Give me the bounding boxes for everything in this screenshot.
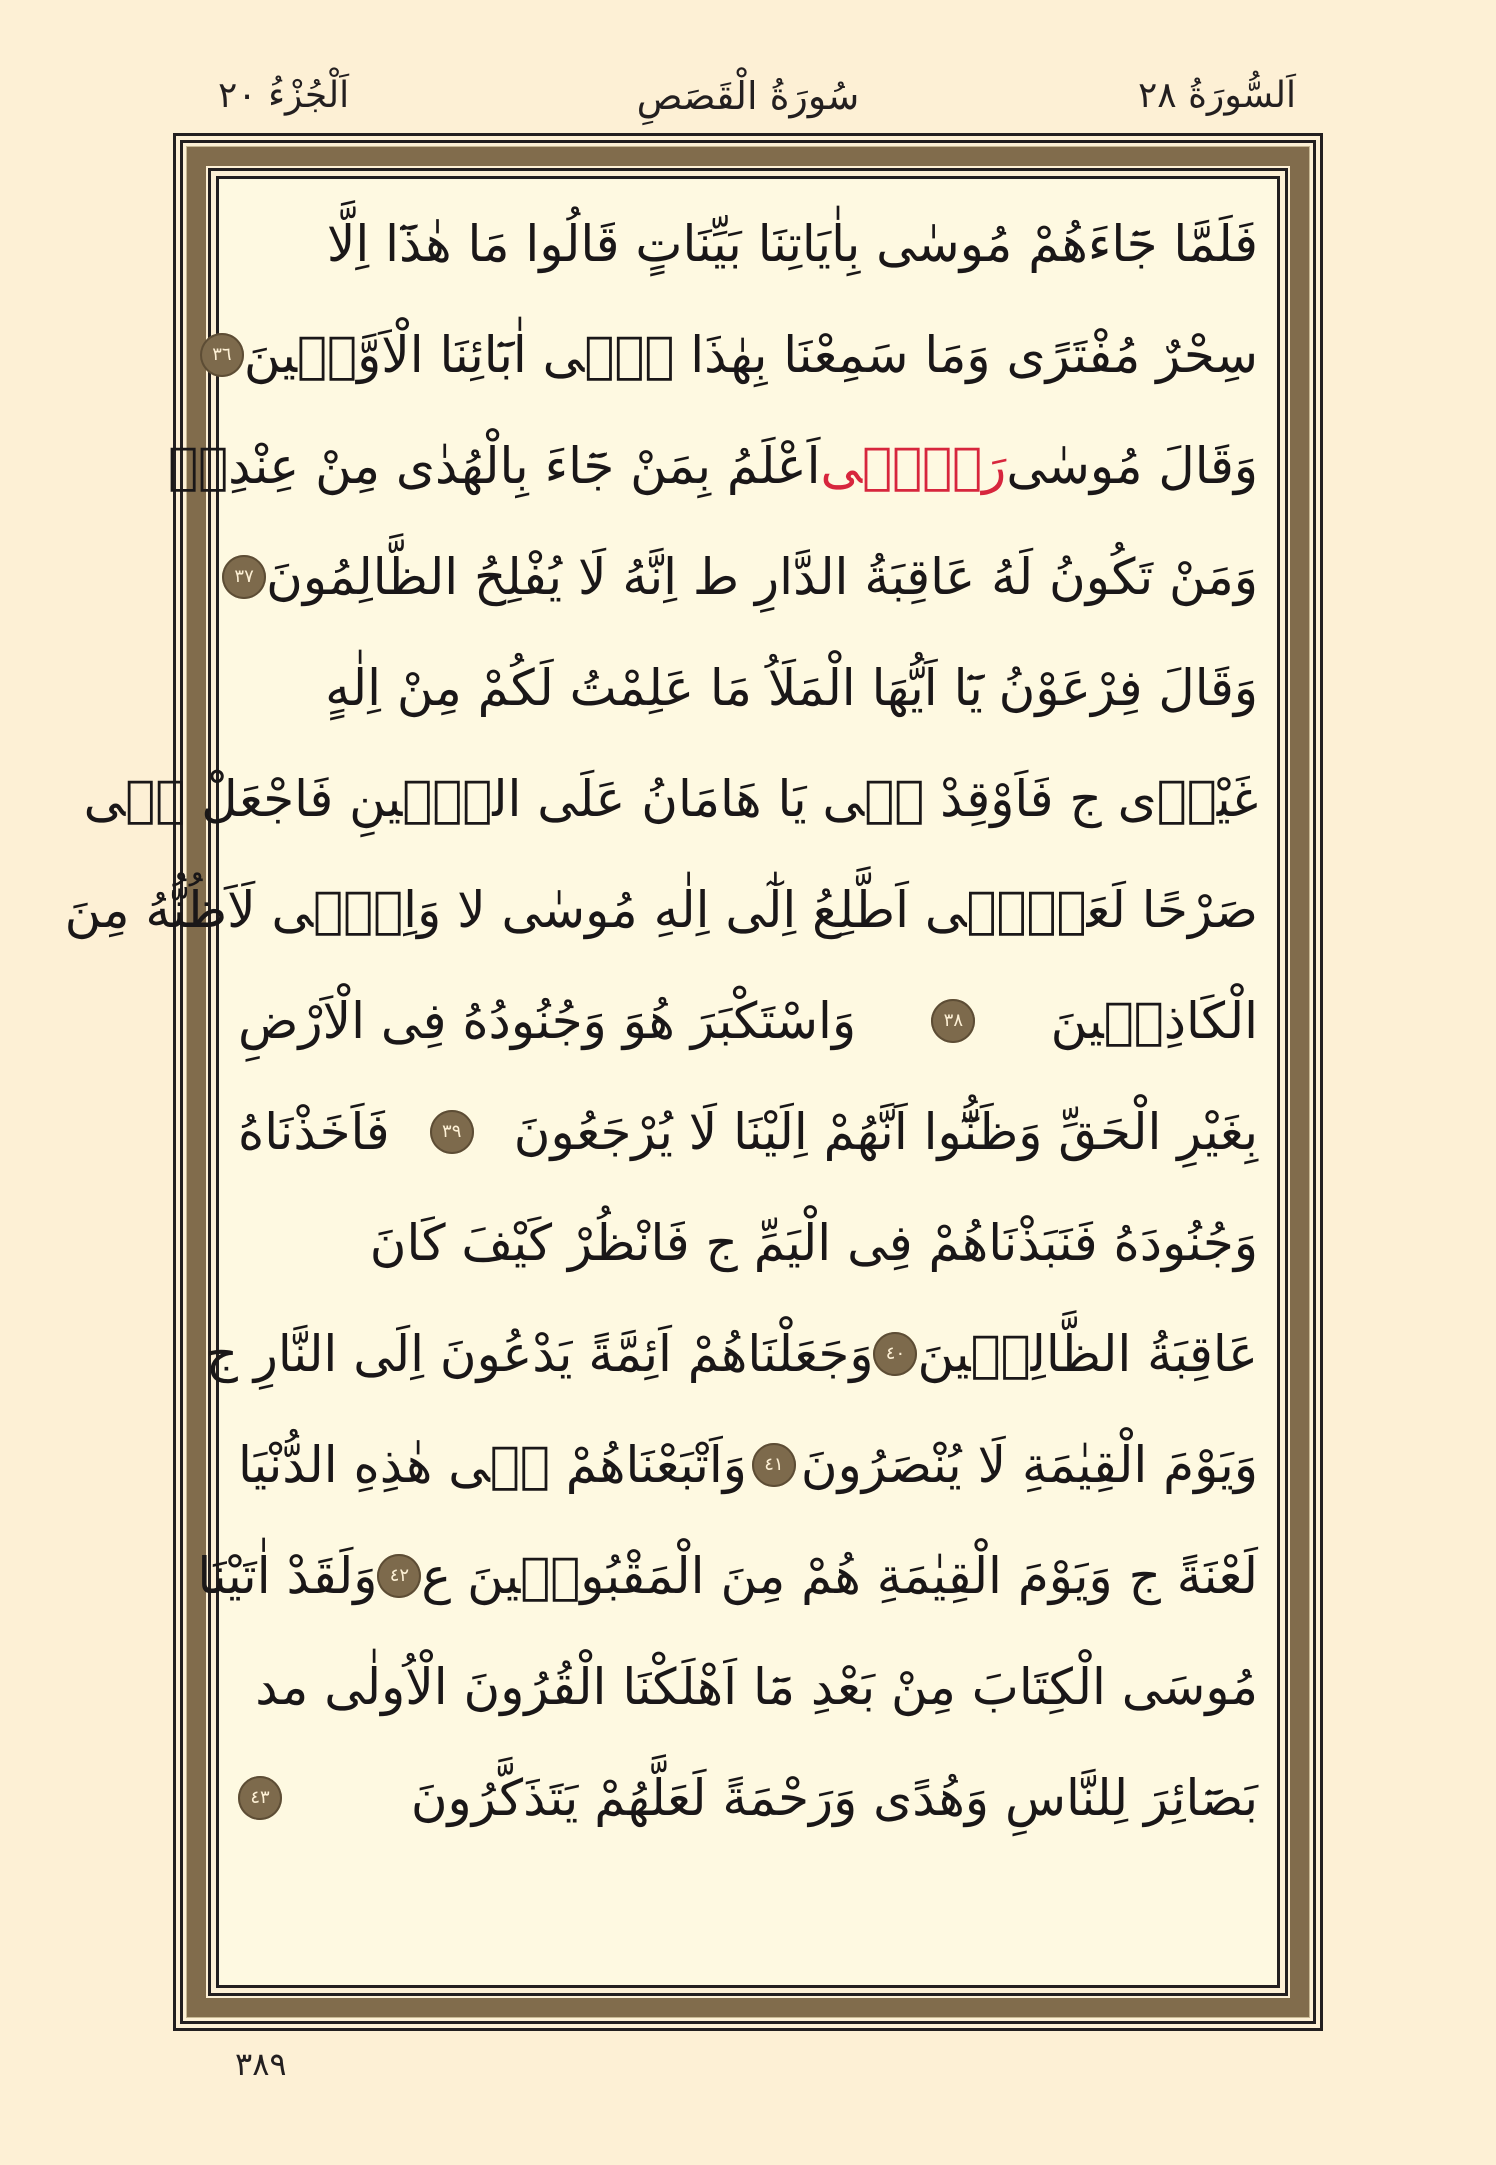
verse-end-marker-icon: ٤٢ <box>377 1554 421 1598</box>
highlighted-word: رَبّٖٓى <box>820 436 1007 495</box>
text-line <box>238 1742 1258 1853</box>
text-line <box>238 188 1258 299</box>
text-line <box>197 1520 1258 1631</box>
verse-end-marker-icon: ٣٦ <box>200 333 244 377</box>
text-segment: اَعْلَمُ بِمَنْ جَٓاءَ بِالْهُدٰى مِنْ عِنْدِهٖ <box>168 436 821 495</box>
text-segment: وَقَالَ فِرْعَوْنُ يَٓا اَيُّهَا الْمَلَاُ مَا عَلِمْتُ لَكُمْ مِنْ اِلٰهٍ <box>325 658 1258 717</box>
juz-label: اَلْجُزْءُ ٢٠ <box>218 75 350 116</box>
text-segment: وَمَنْ تَكُونُ لَهُ عَاقِبَةُ الدَّارِ ط اِنَّهُ لَا يُفْلِحُ الظَّالِمُونَ <box>266 547 1258 606</box>
text-segment: عَاقِبَةُ الظَّالِمٖينَ <box>917 1324 1258 1383</box>
text-line <box>238 1187 1258 1298</box>
verse-end-marker-icon: ٣٩ <box>430 1110 474 1154</box>
text-segment: لَعْنَةً ج وَيَوْمَ الْقِيٰمَةِ هُمْ مِنَ الْمَقْبُوحٖينَ ع <box>421 1546 1258 1605</box>
text-line <box>238 1076 1258 1187</box>
surah-number-label: اَلسُّورَةُ ٢٨ <box>1137 75 1296 116</box>
text-segment: وَاسْتَكْبَرَ هُوَ وَجُنُودُهُ فِى الْاَرْضِ <box>238 991 857 1050</box>
text-line <box>238 1631 1258 1742</box>
verse-end-marker-icon: ٣٨ <box>931 999 975 1043</box>
text-segment: الْكَاذِبٖينَ <box>1050 991 1258 1050</box>
verse-end-marker-icon: ٤١ <box>752 1443 796 1487</box>
text-line <box>212 299 1258 410</box>
text-segment: وَلَقَدْ اٰتَيْنَا <box>197 1546 378 1605</box>
text-segment: فَاَخَذْنَاهُ <box>238 1102 390 1161</box>
page-number: ٣٨٩ <box>235 2045 287 2083</box>
text-line <box>238 1409 1258 1520</box>
text-segment: غَيْرٖى ج فَاَوْقِدْ لٖى يَا هَامَانُ عَلَى الطّٖينِ فَاجْعَلْ لٖى <box>83 769 1258 828</box>
surah-title: سُورَةُ الْقَصَصِ <box>636 74 860 118</box>
text-line <box>234 521 1258 632</box>
verse-end-marker-icon: ٣٧ <box>222 555 266 599</box>
text-segment: مُوسَى الْكِتَابَ مِنْ بَعْدِ مَٓا اَهْلَكْنَا الْقُرُونَ الْاُولٰى مد <box>255 1657 1258 1716</box>
text-segment: وَقَالَ مُوسٰى <box>1006 436 1258 495</box>
text-segment: وَيَوْمَ الْقِيٰمَةِ لَا يُنْصَرُونَ <box>800 1435 1258 1494</box>
text-line <box>238 632 1258 743</box>
text-segment: بَصَٓائِرَ لِلنَّاسِ وَهُدًى وَرَحْمَةً لَعَلَّهُمْ يَتَذَكَّرُونَ <box>410 1768 1258 1827</box>
quran-text <box>64 188 1258 1968</box>
verse-end-marker-icon: ٤٠ <box>873 1332 917 1376</box>
text-segment: صَرْحًا لَعَلّٖٓى اَطَّلِعُ اِلٰٓى اِلٰهِ مُوسٰى لا وَاِنّٖى لَاَظُنُّهُ مِنَ <box>64 880 1258 939</box>
text-segment: فَلَمَّا جَٓاءَهُمْ مُوسٰى بِاٰيَاتِنَا بَيِّنَاتٍ قَالُوا مَا هٰذَٓا اِلَّا <box>326 214 1258 273</box>
text-segment: وَجَعَلْنَاهُمْ اَئِمَّةً يَدْعُونَ اِلَى النَّارِ ج <box>205 1324 874 1383</box>
text-line <box>238 965 1258 1076</box>
text-segment: وَجُنُودَهُ فَنَبَذْنَاهُمْ فِى الْيَمِّ ج فَانْظُرْ كَيْفَ كَانَ <box>369 1213 1258 1272</box>
text-segment: سِحْرٌ مُفْتَرًى وَمَا سَمِعْنَا بِهٰذَا فٖٓى اٰبَٓائِنَا الْاَوَّلٖينَ <box>243 325 1258 384</box>
text-segment: وَاَتْبَعْنَاهُمْ فٖى هٰذِهِ الدُّنْيَا <box>238 1435 747 1494</box>
verse-end-marker-icon: ٤٣ <box>238 1776 282 1820</box>
text-segment: بِغَيْرِ الْحَقِّ وَظَنُّٓوا اَنَّهُمْ اِلَيْنَا لَا يُرْجَعُونَ <box>513 1102 1258 1161</box>
text-line <box>83 743 1258 854</box>
text-line <box>205 1298 1258 1409</box>
text-line <box>64 854 1258 965</box>
text-line <box>168 410 1258 521</box>
